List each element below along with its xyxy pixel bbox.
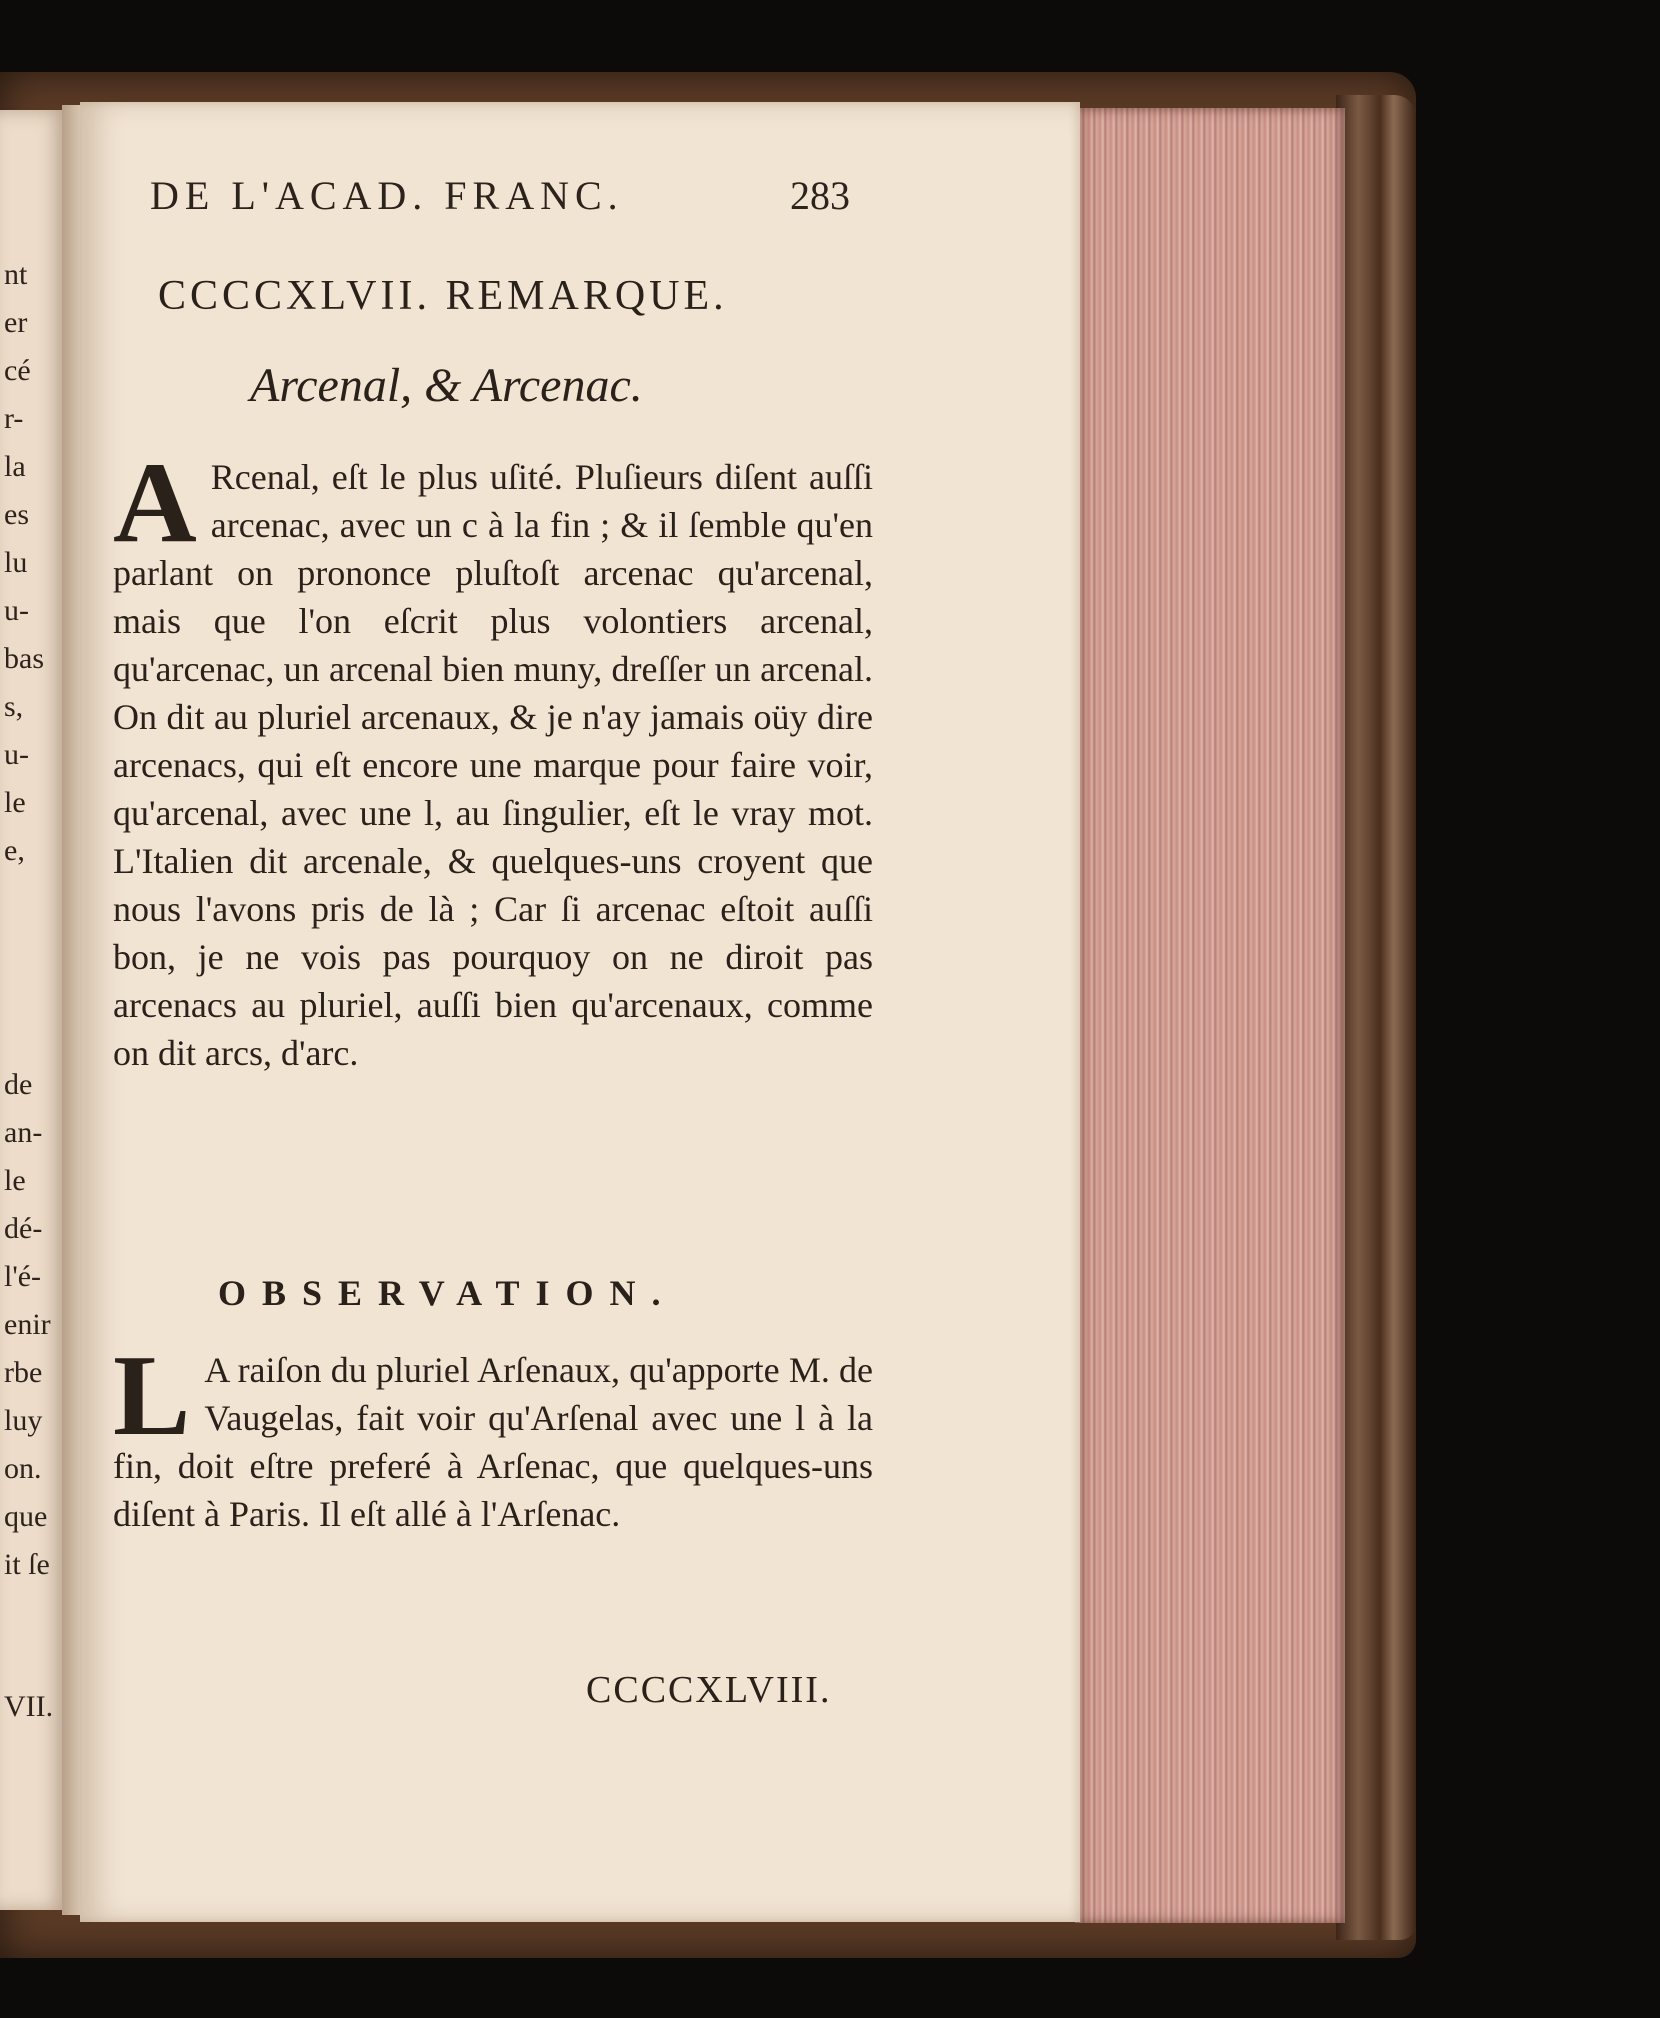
left-fragment: cé [4, 354, 31, 387]
remark-paragraph [113, 439, 873, 1077]
remark-text: Rcenal, eſt le plus uſité. Pluſieurs diſent auſſi arcenac, avec un c à la fin ; & il ſemble qu'en parlant on prononce pluſtoſt arcenac qu'arcenal, mais que l'on eſcrit plus volontiers arcenal, qu'arcenac, un arcenal bien muny, dreſſer un arcenal. On dit au pluriel arcenaux, & je n'ay jamais oüy dire arcenacs, qui eſt encore une marque pour faire voir, qu'arcenal, avec une l, au ſingulier, eſt le vray mot. L'Italien dit arcenale, & quelques-uns croyent que nous l'avons pris de là ; Car ſi arcenac eſtoit auſſi bon, je ne vois pas pourquoy on ne diroit pas arcenacs au pluriel, auſſi bien qu'arcenaux, comme on dit arcs, d'arc. [113, 457, 873, 1073]
drop-cap: L [113, 1332, 191, 1460]
left-fragment: le [4, 1164, 26, 1197]
left-fragment: it ſe [4, 1548, 50, 1581]
left-fragment: on. [4, 1452, 42, 1485]
page-fore-edge [1075, 108, 1345, 1923]
left-fragment: es [4, 498, 29, 531]
left-fragment: enir [4, 1308, 51, 1341]
left-page-edge [0, 110, 66, 1910]
left-fragment: le [4, 786, 26, 819]
observation-heading: OBSERVATION. [218, 1273, 677, 1313]
left-fragment: rbe [4, 1356, 43, 1389]
left-fragment: l'é- [4, 1260, 42, 1293]
remark-title: CCCCXLVII. REMARQUE. [158, 273, 728, 319]
left-fragment: luy [4, 1404, 43, 1437]
left-fragment: bas [4, 642, 44, 675]
left-fragment: er [4, 306, 28, 339]
book-spine-edge [1336, 95, 1416, 1940]
headword: Arcenal, & Arcenac. [250, 359, 643, 412]
left-fragment: la [4, 450, 26, 483]
left-fragment: dé- [4, 1212, 43, 1245]
left-fragment: u- [4, 594, 29, 627]
left-fragment: e, [4, 834, 25, 867]
left-fragment: de [4, 1068, 33, 1101]
left-fragment: nt [4, 258, 28, 291]
left-fragment: lu [4, 546, 28, 579]
drop-cap: A [113, 439, 197, 567]
left-fragment: s, [4, 690, 24, 723]
left-fragment: r- [4, 402, 24, 435]
left-fragment: u- [4, 738, 29, 771]
observation-text: A raiſon du pluriel Arſenaux, qu'apporte M. de Vaugelas, fait voir qu'Arſenal avec une l à la fin, doit eſtre preferé à Arſenac, que quelques-uns diſent à Paris. Il eſt allé à l'Arſenac. [113, 1350, 873, 1534]
page-number: 283 [790, 173, 850, 218]
left-fragment: an- [4, 1116, 43, 1149]
observation-paragraph [113, 1332, 873, 1538]
catchword: CCCCXLVIII. [586, 1669, 832, 1711]
left-fragment: VII. [4, 1690, 54, 1723]
left-fragment: que [4, 1500, 48, 1533]
running-head: DE L'ACAD. FRANC. [150, 173, 624, 218]
